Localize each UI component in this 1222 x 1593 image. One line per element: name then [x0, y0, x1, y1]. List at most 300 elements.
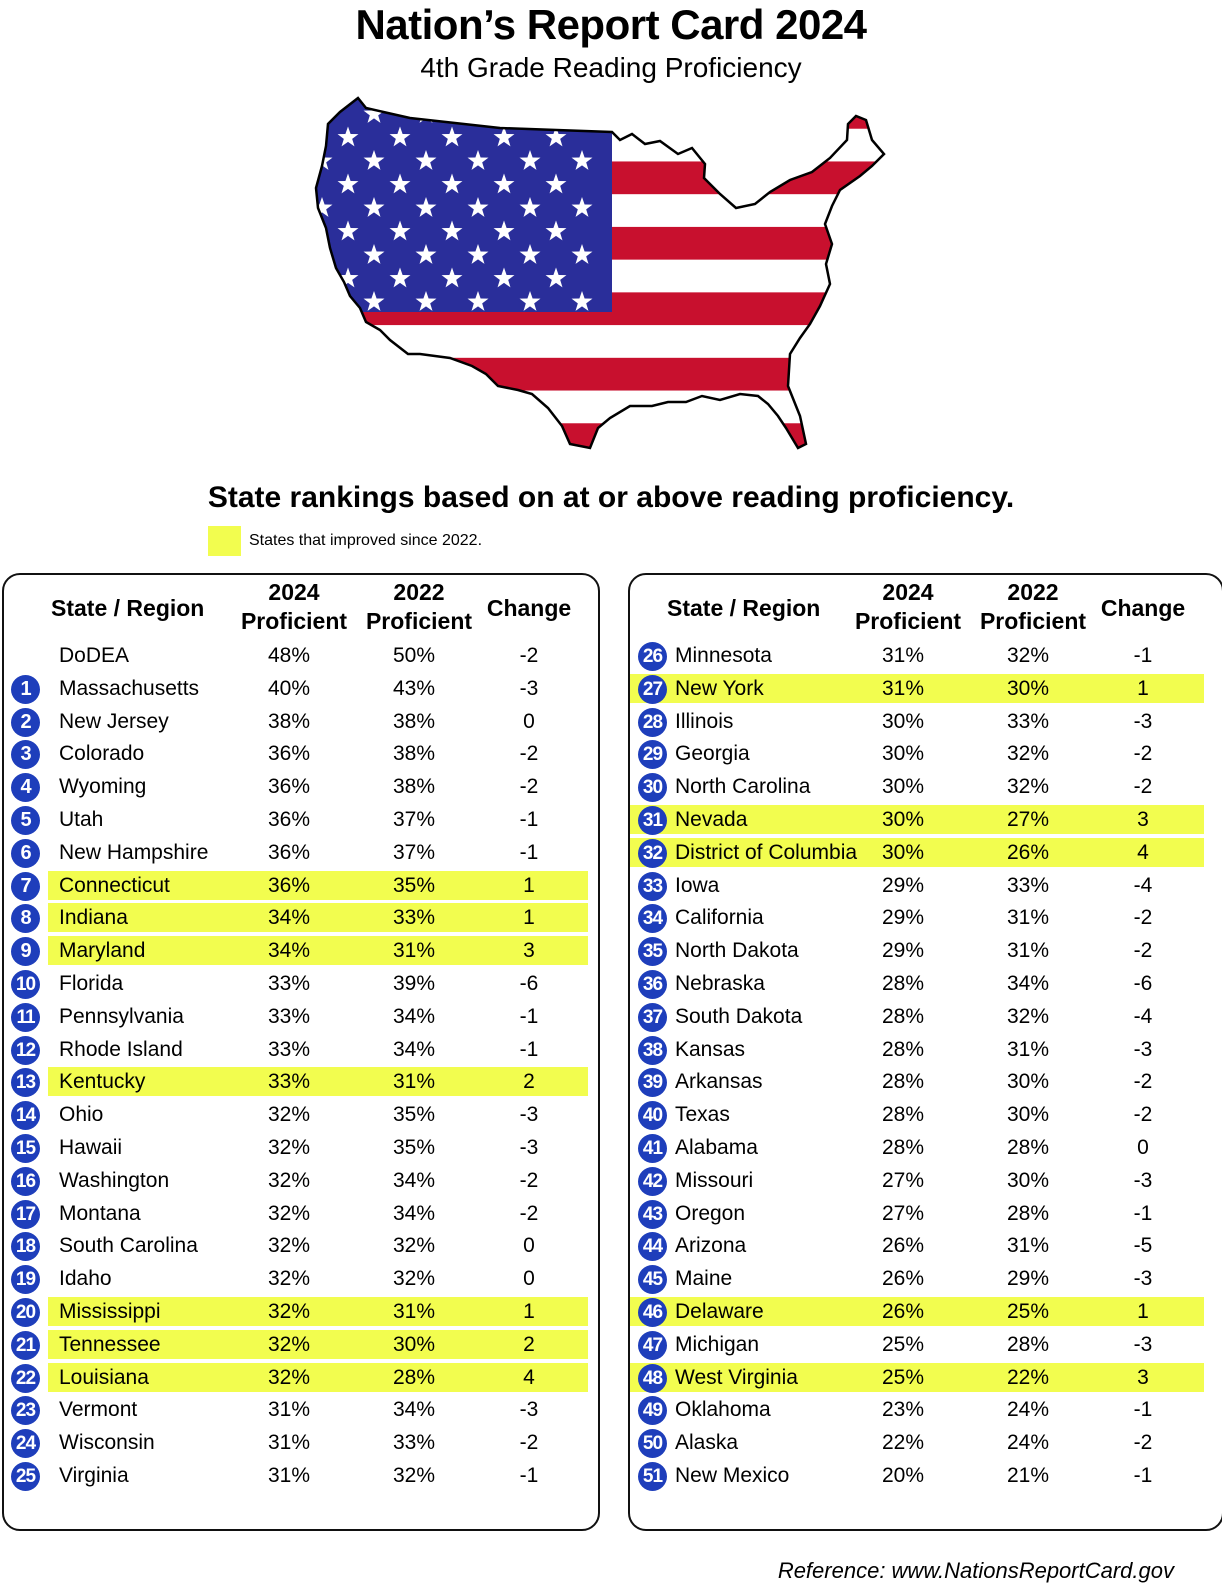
- legend: [208, 526, 482, 556]
- value-2024: 32%: [267, 1267, 311, 1291]
- value-2024: 32%: [267, 1168, 311, 1192]
- table-row: [4, 1067, 598, 1096]
- rank-badge-icon: 18: [11, 1232, 40, 1261]
- value-2024: 20%: [881, 1464, 925, 1487]
- value-2024: 22%: [881, 1431, 925, 1455]
- rank-badge-icon: 17: [11, 1200, 40, 1229]
- state-name: District of Columbia: [675, 840, 858, 864]
- value-2022: 38%: [392, 775, 436, 799]
- value-2024: 30%: [881, 709, 925, 733]
- value-change: -1: [1133, 1464, 1153, 1487]
- value-2024: 29%: [881, 939, 925, 963]
- value-2024: 30%: [881, 742, 925, 766]
- value-change: -3: [1133, 1267, 1153, 1291]
- table-row: [4, 674, 598, 703]
- rank-badge-icon: 19: [11, 1265, 40, 1294]
- flag-star: [520, 103, 541, 123]
- table-row: [630, 707, 1222, 736]
- value-2024: 26%: [881, 1234, 925, 1258]
- state-name: Oregon: [675, 1201, 746, 1225]
- value-2022: 28%: [392, 1365, 436, 1389]
- state-name: Oklahoma: [675, 1398, 771, 1422]
- value-change: 0: [523, 709, 535, 733]
- rankings-heading: State rankings based on at or above reading proficiency.: [207, 481, 1015, 514]
- rank-badge-icon: 21: [11, 1331, 40, 1360]
- state-name: Rhode Island: [59, 1037, 183, 1061]
- table-row: [4, 1100, 598, 1129]
- flag-star: [312, 291, 333, 311]
- legend-label: States that improved since 2022.: [249, 532, 483, 549]
- rank-badge-icon: 46: [638, 1298, 667, 1327]
- value-2022: 24%: [1006, 1431, 1050, 1455]
- state-name: Montana: [59, 1201, 141, 1225]
- value-change: 0: [523, 1267, 535, 1291]
- column-header-2024-line: 2024: [882, 579, 934, 605]
- state-name: Minnesota: [675, 644, 772, 667]
- usa-flag-map-icon: [300, 96, 900, 456]
- value-2022: 30%: [392, 1332, 436, 1356]
- rank-badge-icon: 24: [11, 1429, 40, 1458]
- rank-badge-icon: 35: [638, 937, 667, 966]
- table-row: [630, 674, 1222, 703]
- state-name: Vermont: [59, 1398, 138, 1422]
- table-row: [4, 1363, 598, 1392]
- rank-badge-icon: 12: [11, 1036, 40, 1065]
- state-name: Kentucky: [59, 1070, 146, 1094]
- rank-badge-icon: 23: [11, 1396, 40, 1425]
- value-2022: 50%: [392, 644, 436, 667]
- value-2024: 28%: [881, 972, 925, 995]
- rank-badge-icon: 30: [638, 773, 667, 802]
- rank-badge-icon: 29: [638, 740, 667, 769]
- value-2022: 31%: [1006, 1234, 1050, 1258]
- table-row: [630, 1297, 1222, 1326]
- table-row: [4, 739, 598, 768]
- state-name: Texas: [675, 1103, 730, 1127]
- table-row: [630, 903, 1222, 932]
- table-row: [630, 838, 1222, 867]
- rank-badge-icon: 45: [638, 1265, 667, 1294]
- state-name: Arizona: [675, 1234, 747, 1258]
- value-change: -2: [519, 775, 539, 799]
- value-2024: 32%: [267, 1136, 311, 1159]
- value-2024: 36%: [267, 775, 311, 799]
- table-row: [630, 1035, 1222, 1064]
- table-row: [630, 1264, 1222, 1293]
- value-2022: 31%: [1006, 1037, 1050, 1061]
- value-2022: 21%: [1006, 1464, 1050, 1487]
- column-header-change: Change: [1100, 595, 1186, 621]
- table-row: [630, 1002, 1222, 1031]
- value-change: -1: [1133, 1201, 1153, 1225]
- state-name: New Mexico: [675, 1464, 790, 1487]
- value-change: -1: [519, 1004, 539, 1028]
- value-change: 2: [523, 1332, 535, 1356]
- flag-star: [312, 103, 333, 123]
- table-row: [630, 641, 1222, 670]
- rank-badge-icon: 1: [11, 675, 40, 704]
- state-name: Georgia: [675, 742, 750, 766]
- table-row: [630, 1428, 1222, 1457]
- rank-badge-icon: 40: [638, 1101, 667, 1130]
- rank-badge-icon: 33: [638, 872, 667, 901]
- state-name: Alaska: [675, 1431, 739, 1455]
- value-2022: 35%: [392, 1103, 436, 1127]
- state-name: Pennsylvania: [59, 1004, 184, 1028]
- table-row: [630, 739, 1222, 768]
- value-change: -2: [519, 1431, 539, 1455]
- value-change: -6: [519, 972, 539, 995]
- value-change: -1: [519, 1464, 539, 1487]
- value-change: 4: [523, 1365, 535, 1389]
- state-name: Indiana: [59, 906, 128, 930]
- rank-badge-icon: 32: [638, 839, 667, 868]
- state-name: New Jersey: [59, 709, 169, 733]
- state-name: Alabama: [675, 1136, 758, 1159]
- state-name: North Dakota: [675, 939, 799, 963]
- state-name: Maryland: [59, 939, 146, 963]
- value-2024: 33%: [267, 1070, 311, 1094]
- value-change: -2: [1133, 775, 1153, 799]
- value-2024: 32%: [267, 1201, 311, 1225]
- value-change: -2: [1133, 1103, 1153, 1127]
- rank-badge-icon: 7: [11, 872, 40, 901]
- state-name: Maine: [675, 1267, 733, 1291]
- value-change: -2: [519, 742, 539, 766]
- value-2024: 26%: [881, 1267, 925, 1291]
- state-name: South Carolina: [59, 1234, 198, 1258]
- state-name: Colorado: [59, 742, 145, 766]
- rank-badge-icon: 48: [638, 1364, 667, 1393]
- value-change: -6: [1133, 972, 1153, 995]
- value-2024: 32%: [267, 1103, 311, 1127]
- column-header-change: Change: [486, 595, 572, 621]
- state-name: New York: [675, 676, 764, 700]
- value-2022: 31%: [1006, 906, 1050, 930]
- value-change: 0: [1137, 1136, 1149, 1159]
- column-header-2024: [843, 578, 973, 636]
- rank-badge-icon: 41: [638, 1134, 667, 1163]
- state-name: Connecticut: [59, 873, 170, 897]
- table-row: [4, 1395, 598, 1424]
- value-2024: 30%: [881, 775, 925, 799]
- rank-badge-icon: 37: [638, 1003, 667, 1032]
- state-name: Tennessee: [59, 1332, 161, 1356]
- rank-badge-icon: 11: [11, 1003, 40, 1032]
- value-2024: 25%: [881, 1365, 925, 1389]
- rank-badge-icon: 16: [11, 1167, 40, 1196]
- rank-badge-icon: 51: [638, 1462, 667, 1491]
- state-name: Florida: [59, 972, 124, 995]
- value-change: -3: [519, 1103, 539, 1127]
- value-2022: 27%: [1006, 808, 1050, 831]
- value-2022: 32%: [392, 1234, 436, 1258]
- value-2022: 33%: [392, 906, 436, 930]
- state-name: Washington: [59, 1168, 170, 1192]
- table-row: [4, 1199, 598, 1228]
- value-2024: 31%: [881, 644, 925, 667]
- value-change: -2: [1133, 939, 1153, 963]
- rank-badge-icon: 4: [11, 773, 40, 802]
- value-change: -3: [1133, 1037, 1153, 1061]
- table-row: [4, 772, 598, 801]
- value-change: 1: [1137, 676, 1149, 700]
- value-2024: 32%: [267, 1234, 311, 1258]
- table-row: [4, 641, 598, 670]
- table-row: [4, 936, 598, 965]
- rank-badge-icon: 39: [638, 1068, 667, 1097]
- flag-stripe: [300, 423, 900, 456]
- value-2022: 32%: [392, 1267, 436, 1291]
- value-change: 3: [1137, 808, 1149, 831]
- value-change: -4: [1133, 873, 1153, 897]
- table-row: [630, 969, 1222, 998]
- value-2022: 34%: [392, 1004, 436, 1028]
- table-row: [630, 1133, 1222, 1162]
- value-change: -3: [1133, 709, 1153, 733]
- value-change: -1: [519, 840, 539, 864]
- column-header-state: State / Region: [667, 595, 821, 621]
- value-2022: 22%: [1006, 1365, 1050, 1389]
- value-change: 1: [1137, 1300, 1149, 1323]
- value-2022: 34%: [1006, 972, 1050, 995]
- state-name: South Dakota: [675, 1004, 803, 1028]
- table-row: [630, 1461, 1222, 1490]
- state-name: Illinois: [675, 709, 734, 733]
- value-2022: 39%: [392, 972, 436, 995]
- value-2024: 33%: [267, 972, 311, 995]
- flag-star: [572, 103, 593, 123]
- value-2024: 28%: [881, 1070, 925, 1094]
- value-2024: 32%: [267, 1365, 311, 1389]
- value-2024: 31%: [267, 1464, 311, 1487]
- value-2022: 33%: [1006, 709, 1050, 733]
- value-change: -1: [519, 1037, 539, 1061]
- state-name: Mississippi: [59, 1300, 161, 1323]
- value-2024: 36%: [267, 742, 311, 766]
- value-2022: 34%: [392, 1201, 436, 1225]
- table-row: [4, 969, 598, 998]
- value-2024: 27%: [881, 1168, 925, 1192]
- value-2022: 34%: [392, 1168, 436, 1192]
- rank-badge-icon: 5: [11, 806, 40, 835]
- value-2024: 36%: [267, 873, 311, 897]
- value-2022: 32%: [392, 1464, 436, 1487]
- value-2024: 28%: [881, 1004, 925, 1028]
- rank-badge-icon: 9: [11, 937, 40, 966]
- column-header-2024-line: Proficient: [854, 608, 962, 634]
- value-2022: 38%: [392, 742, 436, 766]
- table-row: [4, 1002, 598, 1031]
- column-header-2022-line: Proficient: [365, 608, 473, 634]
- table-row: [630, 1199, 1222, 1228]
- value-2022: 31%: [392, 1070, 436, 1094]
- rank-badge-icon: 26: [638, 642, 667, 671]
- value-2022: 28%: [1006, 1136, 1050, 1159]
- value-2022: 32%: [1006, 742, 1050, 766]
- value-change: 3: [523, 939, 535, 963]
- value-2022: 31%: [392, 939, 436, 963]
- value-2024: 23%: [881, 1398, 925, 1422]
- value-2024: 29%: [881, 873, 925, 897]
- value-2024: 30%: [881, 840, 925, 864]
- value-2022: 32%: [1006, 775, 1050, 799]
- value-2024: 31%: [267, 1398, 311, 1422]
- rank-badge-icon: 47: [638, 1331, 667, 1360]
- value-2022: 35%: [392, 873, 436, 897]
- rank-badge-icon: 43: [638, 1200, 667, 1229]
- value-2024: 36%: [267, 808, 311, 831]
- value-change: -2: [1133, 742, 1153, 766]
- value-2022: 38%: [392, 709, 436, 733]
- state-name: New Hampshire: [59, 840, 209, 864]
- state-name: West Virginia: [675, 1365, 798, 1389]
- value-change: -1: [519, 808, 539, 831]
- value-change: -2: [519, 644, 539, 667]
- column-header-2022-line: 2022: [1007, 579, 1059, 605]
- value-2024: 29%: [881, 906, 925, 930]
- value-2024: 36%: [267, 840, 311, 864]
- value-2022: 30%: [1006, 676, 1050, 700]
- rank-badge-icon: 31: [638, 806, 667, 835]
- column-header-2022: [354, 578, 484, 636]
- table-row: [630, 1395, 1222, 1424]
- column-header-2024-line: Proficient: [240, 608, 348, 634]
- value-2024: 32%: [267, 1332, 311, 1356]
- value-2024: 30%: [881, 808, 925, 831]
- rankings-table-left: [2, 573, 600, 1531]
- value-2022: 34%: [392, 1037, 436, 1061]
- rank-badge-icon: 14: [11, 1101, 40, 1130]
- column-header-2022: [968, 578, 1098, 636]
- rank-badge-icon: 22: [11, 1364, 40, 1393]
- value-change: -3: [519, 1398, 539, 1422]
- state-name: Arkansas: [675, 1070, 763, 1094]
- rank-badge-icon: 28: [638, 708, 667, 737]
- value-change: -2: [1133, 1070, 1153, 1094]
- state-name: Idaho: [59, 1267, 112, 1291]
- value-change: 4: [1137, 840, 1149, 864]
- table-row: [630, 772, 1222, 801]
- value-change: 0: [523, 1234, 535, 1258]
- value-change: 1: [523, 906, 535, 930]
- value-2024: 48%: [267, 644, 311, 667]
- state-name: Iowa: [675, 873, 720, 897]
- value-2022: 37%: [392, 840, 436, 864]
- rank-badge-icon: 20: [11, 1298, 40, 1327]
- state-name: Utah: [59, 808, 104, 831]
- value-change: -2: [519, 1201, 539, 1225]
- value-2022: 28%: [1006, 1332, 1050, 1356]
- rank-badge-icon: 8: [11, 904, 40, 933]
- value-change: -3: [519, 676, 539, 700]
- table-row: [4, 838, 598, 867]
- value-2022: 25%: [1006, 1300, 1050, 1323]
- column-header-2024: [229, 578, 359, 636]
- value-change: -3: [1133, 1168, 1153, 1192]
- value-change: 1: [523, 873, 535, 897]
- value-2024: 31%: [881, 676, 925, 700]
- table-row: [630, 1100, 1222, 1129]
- value-2022: 28%: [1006, 1201, 1050, 1225]
- table-row: [630, 805, 1222, 834]
- state-name: Michigan: [675, 1332, 760, 1356]
- value-2024: 28%: [881, 1103, 925, 1127]
- value-2022: 35%: [392, 1136, 436, 1159]
- value-2024: 40%: [267, 676, 311, 700]
- state-name: Nevada: [675, 808, 748, 831]
- state-name: Hawaii: [59, 1136, 123, 1159]
- value-change: -2: [1133, 1431, 1153, 1455]
- value-2022: 33%: [1006, 873, 1050, 897]
- table-row: [4, 1133, 598, 1162]
- rank-badge-icon: 44: [638, 1232, 667, 1261]
- value-2022: 43%: [392, 676, 436, 700]
- rank-badge-icon: 50: [638, 1429, 667, 1458]
- legend-swatch: [208, 526, 241, 556]
- state-name: DoDEA: [59, 644, 130, 667]
- value-2022: 29%: [1006, 1267, 1050, 1291]
- value-2022: 26%: [1006, 840, 1050, 864]
- value-2024: 33%: [267, 1004, 311, 1028]
- state-name: Wyoming: [59, 775, 147, 799]
- value-2024: 34%: [267, 939, 311, 963]
- table-row: [4, 903, 598, 932]
- state-name: Louisiana: [59, 1365, 149, 1389]
- table-row: [630, 1363, 1222, 1392]
- table-row: [4, 1461, 598, 1490]
- flag-stripe: [300, 325, 900, 358]
- value-2022: 30%: [1006, 1070, 1050, 1094]
- value-change: -5: [1133, 1234, 1153, 1258]
- rank-badge-icon: 34: [638, 904, 667, 933]
- rankings-table-right: [628, 573, 1222, 1531]
- table-row: [630, 1067, 1222, 1096]
- table-row: [630, 1166, 1222, 1195]
- table-row: [630, 1231, 1222, 1260]
- value-2022: 30%: [1006, 1103, 1050, 1127]
- flag-stripe: [300, 391, 900, 424]
- value-change: -3: [1133, 1332, 1153, 1356]
- table-row: [630, 936, 1222, 965]
- value-2022: 31%: [392, 1300, 436, 1323]
- table-row: [4, 1231, 598, 1260]
- value-2022: 34%: [392, 1398, 436, 1422]
- state-name: Nebraska: [675, 972, 765, 995]
- table-row: [4, 707, 598, 736]
- state-name: North Carolina: [675, 775, 811, 799]
- value-change: 3: [1137, 1365, 1149, 1389]
- value-change: -2: [1133, 906, 1153, 930]
- rank-badge-icon: 6: [11, 839, 40, 868]
- table-row: [4, 871, 598, 900]
- table-row: [4, 1330, 598, 1359]
- value-2022: 31%: [1006, 939, 1050, 963]
- value-2024: 38%: [267, 709, 311, 733]
- state-name: Virginia: [59, 1464, 129, 1487]
- table-row: [4, 1297, 598, 1326]
- rank-badge-icon: 3: [11, 740, 40, 769]
- value-2022: 24%: [1006, 1398, 1050, 1422]
- column-header-2022-line: Proficient: [979, 608, 1087, 634]
- column-header-2022-line: 2022: [393, 579, 445, 605]
- value-2024: 34%: [267, 906, 311, 930]
- value-change: -1: [1133, 644, 1153, 667]
- value-change: -3: [519, 1136, 539, 1159]
- rank-badge-icon: 10: [11, 970, 40, 999]
- state-name: Kansas: [675, 1037, 746, 1061]
- rank-badge-icon: 36: [638, 970, 667, 999]
